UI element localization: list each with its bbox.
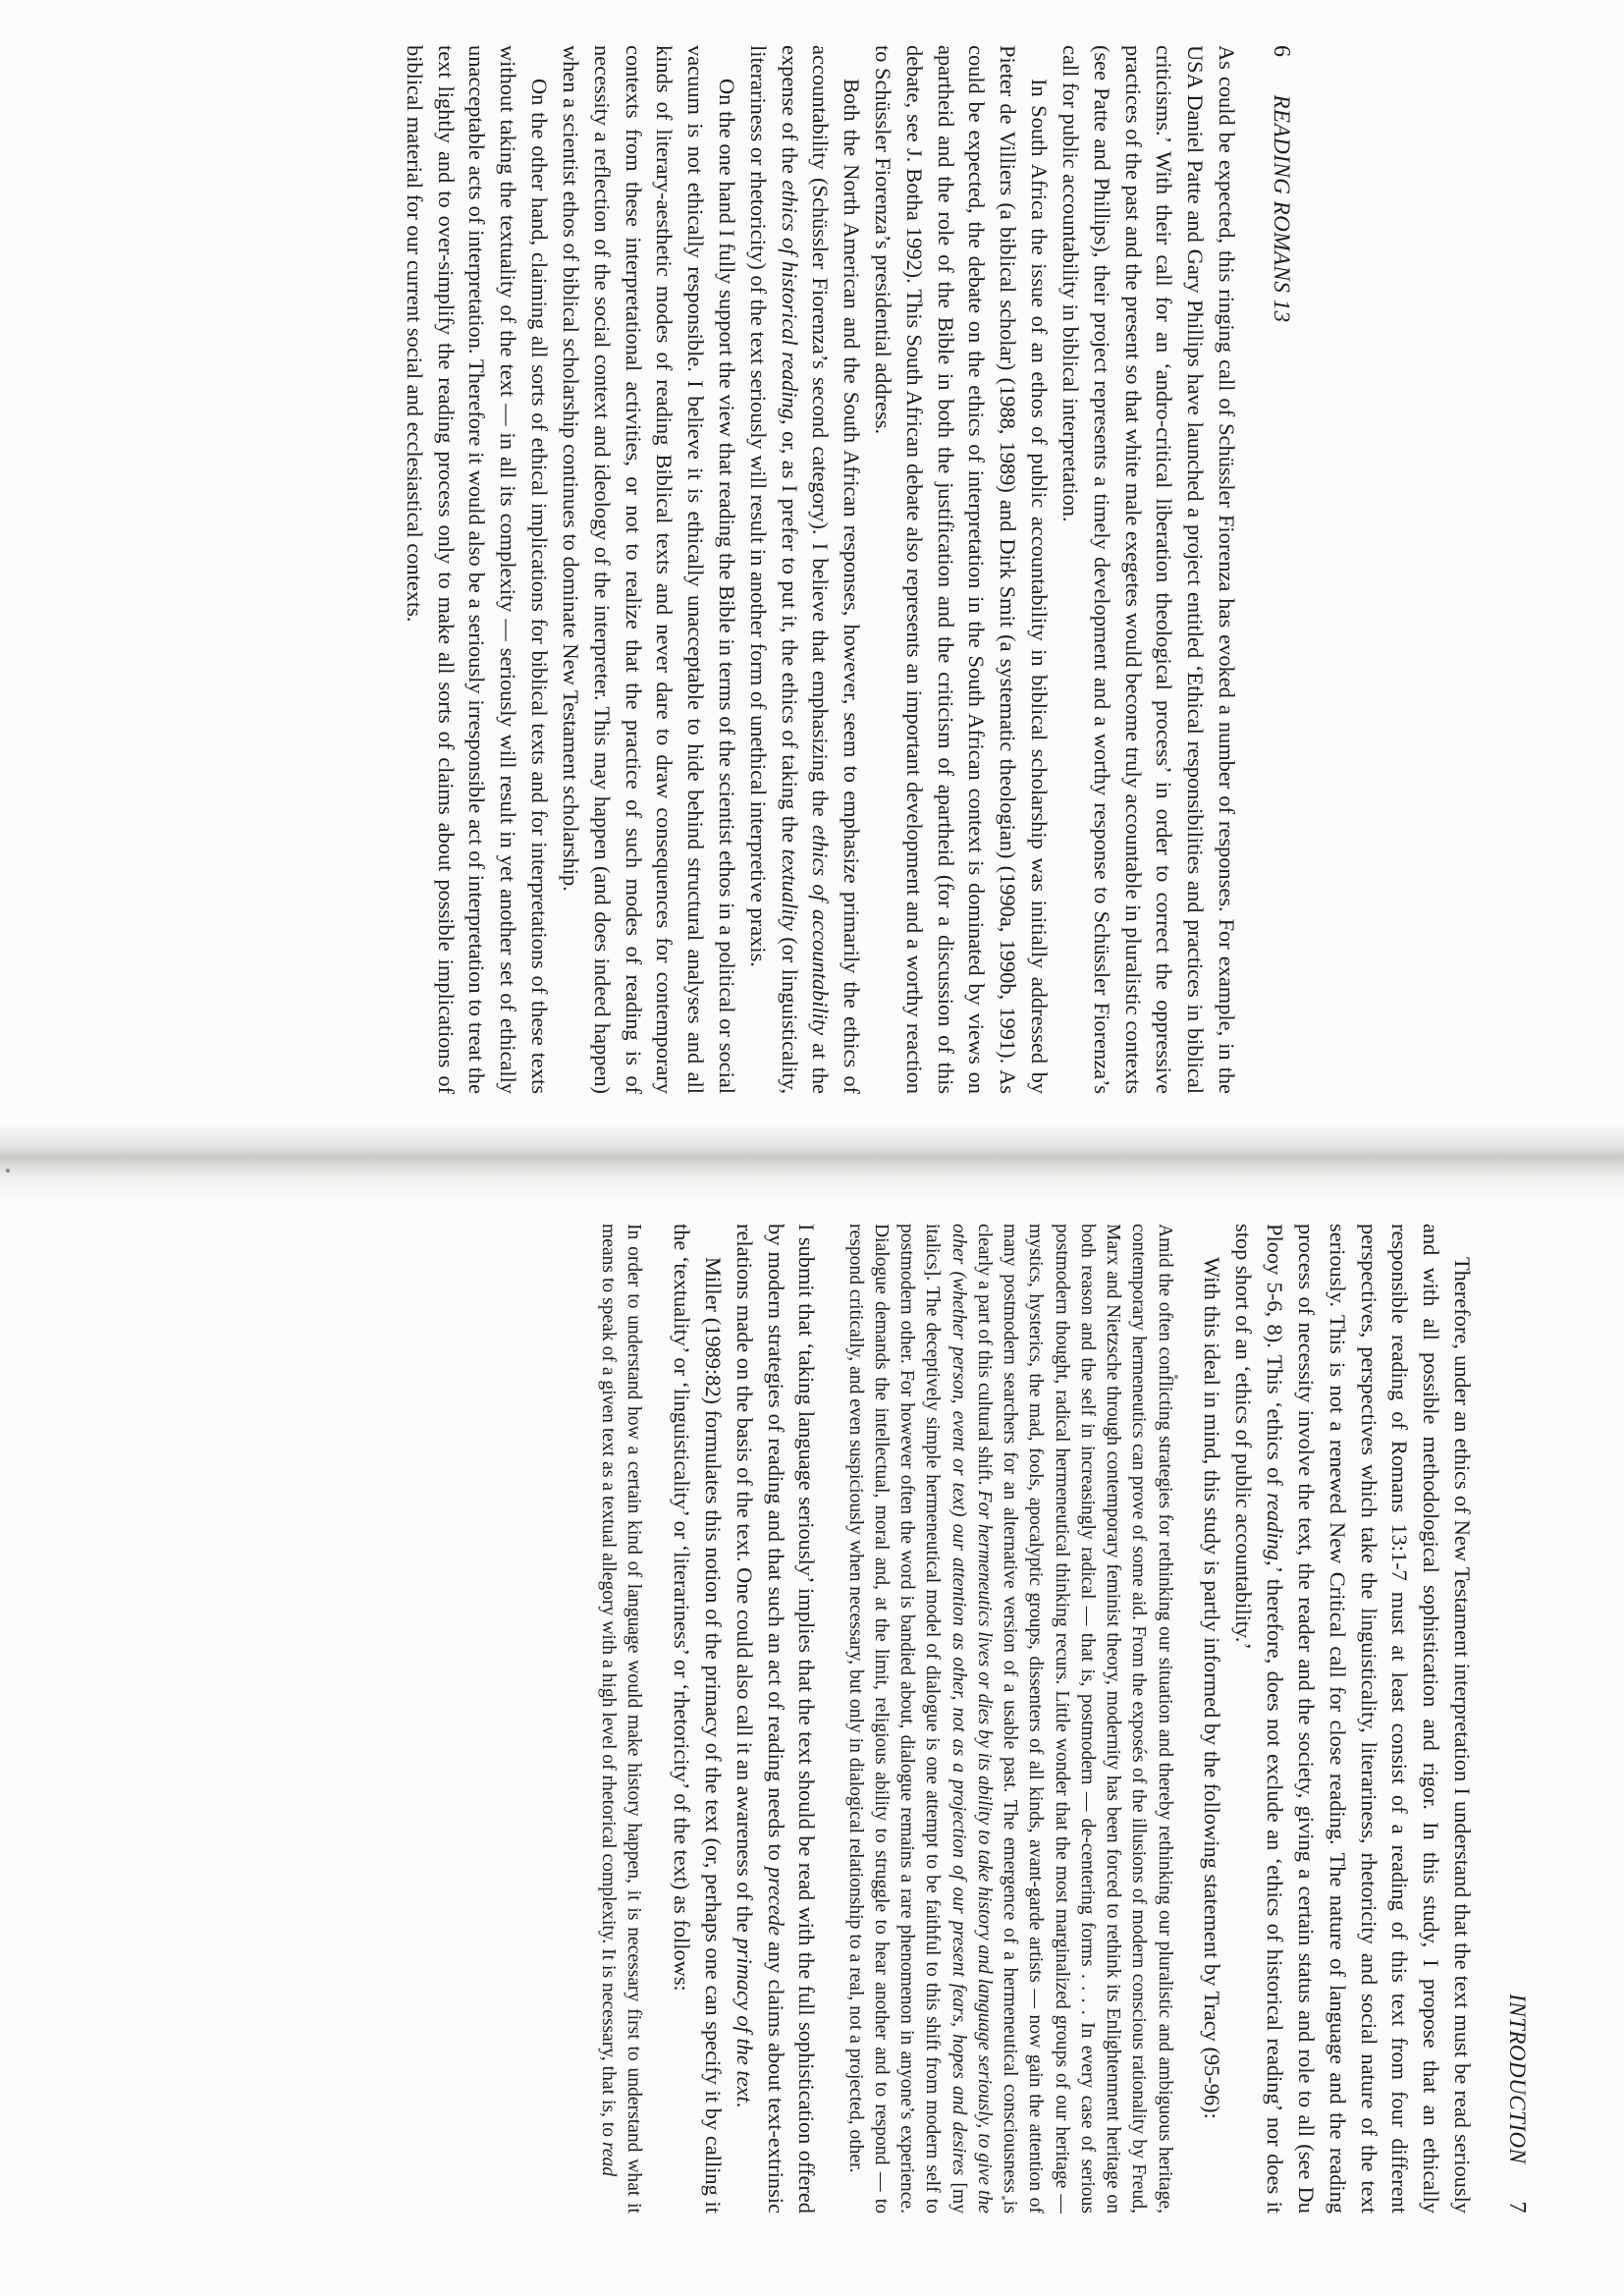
page-6: [59, 39, 1306, 1100]
paragraph: Miller (1989:82) formulates this notion of the primacy of the text (or, perhaps one can specify it by calling it the ‘textuality’ or ‘linguisticality’ or ‘literariness’ or ‘rhetoricity’ of the text) as follows:: [670, 1224, 726, 2214]
paragraph: On the one hand I fully support the view that reading the Bible in terms of the scientist ethos in a political or social vacuum is not ethically responsible. I believe it is ethically unacceptable to hide behind structural analyses and all kinds of literary-aesthetic modes of reading Biblical texts and never dare to draw consequences for contemporary contexts from these interpretational activities, or not to realize that the practice of such modes of reading is of necessity a reflection of the social context and ideology of the interpreter. This may happen (and does indeed happen) when a scientist ethos of biblical scholarship continues to dominate New Testament scholarship.: [558, 45, 739, 1094]
paragraph: [1228, 1224, 1479, 2214]
block-quote-tracy: [841, 1224, 1176, 2214]
paragraph: With this ideal in mind, this study is partly informed by the following statement by Tracy (95-96):: [1200, 1257, 1225, 2119]
text-run: ,’ therefore, does not exclude an ‘ethics of historical reading’ nor does it stop short of an ‘ethics of public accountability.’: [1231, 1224, 1288, 2214]
page-7-wrapper: [69, 1218, 1542, 2219]
book-gutter: [0, 1120, 1624, 1198]
page-6-wrapper: [59, 39, 1306, 1100]
scan-speck: [6, 1169, 10, 1173]
italic-text: primacy of the text: [731, 1938, 757, 2103]
italic-text: textuality: [777, 848, 802, 931]
text-run: .: [731, 2102, 757, 2108]
text-run: Both the North American and the South African responses, however, seem to emphasize primarily the ethics of accountability (Schüssler Fiorenza’s second category). I believe that emphasizing the: [808, 45, 865, 1094]
text-run: , or, as I prefer to put it, the ethics of taking the: [777, 418, 802, 849]
text-run: I submit that ‘taking language seriously’ implies that the text should be read with the full sophistication offered by modern strategies of reading and that such an act of reading needs to: [763, 1224, 820, 2214]
page-7-header: [1503, 1224, 1530, 2214]
paragraph: As could be expected, this ringing call of Schüssler Fiorenza has evoked a number of responses. For example, in the USA Daniel Patte and Gary Phillips have launched a project entitled ‘Ethical responsibilities and practices in biblical criticisms.’ With their call for an ‘andro-critical liberation theological process’ in order to correct the oppressive practices of the past and the present so that white male exegetes would become truly accountable in pluralistic contexts (see Patte and Phillips), their project represents a timely development and a worthy response to Schüssler Fiorenza’s call for public accountability in biblical interpretation.: [1057, 45, 1239, 1094]
italic-text: ethics of accountability: [808, 824, 834, 1036]
page-7-body: [595, 1224, 1478, 2214]
running-head: INTRODUCTION: [1505, 1994, 1530, 2164]
text-run: any claims about text-extrinsic relations made on the basis of the text. One could also call it an awareness of the: [731, 1224, 788, 2214]
quote-text: [595, 1224, 647, 2214]
paragraph: [742, 45, 867, 1094]
paragraph: [729, 1224, 822, 2214]
page-6-header: [1268, 45, 1294, 1094]
italic-text: precede: [763, 1866, 788, 1936]
page-7: [69, 1218, 1542, 2219]
text-run: at the expense of the: [777, 45, 834, 1094]
paragraph: On the other hand, claiming all sorts of ethical implications for biblical texts and for interpretations of these texts without taking the textuality of the text — in all its complexity — seriously will result in yet another set of ethically unacceptable acts of interpretation. Therefore it would also be a seriously irresponsible act of interpretation to treat the text lightly and to over-simplify the reading process only to make all sorts of claims about possible implications of biblical material for our current social and ecclesiastical contexts.: [402, 45, 553, 1094]
italic-text: ethics of historical reading: [777, 180, 802, 419]
italic-text: read: [598, 2141, 620, 2177]
text-run: (or linguisticality, literariness or rhetoricity) of the text seriously will result in another form of unethical interpretive praxis.: [745, 45, 802, 1095]
block-quote-miller: [595, 1224, 647, 2214]
text-run: Amid the often conflicting strategies for rethinking our situation and thereby rethinking our pluralistic and ambiguous heritage, contemporary hermeneutics can prove of some aid. From the exposés of the illusions of modern conscious rationality by Freud, Marx and Nietzsche through contemporary feminist theory, modernity has been forced to rethink its Enlightenment heritage on both reason and the self in increasingly radical — that is, postmodern — de-centering forms . . . . In every case of serious postmodern thought, radical hermeneutical thinking recurs. Little wonder that the most marginalized groups of our heritage — mystics, hysterics, the mad, fools, apocalyptic groups, dissenters of all kinds, avant-garde artists — now gain the attention of many postmodern searchers for an alternative version of a usable past. The emergence of a hermeneutical consciousness is clearly a part of this cultural shift.: [973, 1224, 1175, 2214]
page-number: 7: [1504, 2201, 1530, 2214]
page-6-body: [399, 45, 1242, 1094]
italic-text: reading: [1263, 1493, 1288, 1560]
text-run: Therefore, under an ethics of New Testament interpretation I understand that the text must be read seriously and with all possible methodological sophistication and rigor. In this study, I propose that an ethically responsible reading of Romans 13:1-7 must at least consist of a reading of this text from four different perspectives, perspectives which take the linguisticality, literariness, rhetoricity and social nature of the text seriously. This is not a renewed New Critical call for close reading. The nature of language and the reading process of necessity involve the text, the reader and the society, giving a certain status and role to all (see Du Plooy 5-6, 8). This ‘ethics of: [1263, 1224, 1475, 2214]
paragraph: In South Africa the issue of an ethos of public accountability in biblical scholarship was initially addressed by Pieter de Villiers (a biblical scholar) (1988, 1989) and Dirk Smit (a systematic theologian) (1990a, 1990b, 1991). As could be expected, the debate on the ethics of interpretation in the South African context is dominated by views on apartheid and the role of the Bible in both the justification and the criticism of apartheid (for a discussion of this debate, see J. Botha 1992). This South African debate also represents an important development and a worthy reaction to Schüssler Fiorenza’s presidential address.: [871, 45, 1053, 1094]
page-number: 6: [1269, 45, 1294, 58]
text-run: In order to understand how a certain kind of language would make history happen, it is necessary first to understand what it means to speak of a given text as a textual allegory with a high level of rhetorical complexity. It is necessary, that is, to: [598, 1224, 645, 2214]
text-run: [my italics]. The deceptively simple hermeneutical model of dialogue is one attempt to be faithful to this shift from modern self to postmodern other. For however often the word is bandied about, dialogue remains a rare phenomenon in anyone’s experience. Dialogue demands the intellectual, moral and, at the limit, religious ability to struggle to hear another and to respond — to respond critically, and even suspiciously when necessary, but only in dialogical relationship to a real, not a projected, other.: [844, 1224, 969, 2214]
italic-text: For hermeneutics lives or dies by its ability to take history and language seriously, to give the other (whether person, event or text) our attention as other, not as a projection of our present fears, hopes and desires: [947, 1224, 995, 2214]
quote-text: [841, 1224, 1176, 2214]
running-head: READING ROMANS 13: [1270, 94, 1294, 323]
